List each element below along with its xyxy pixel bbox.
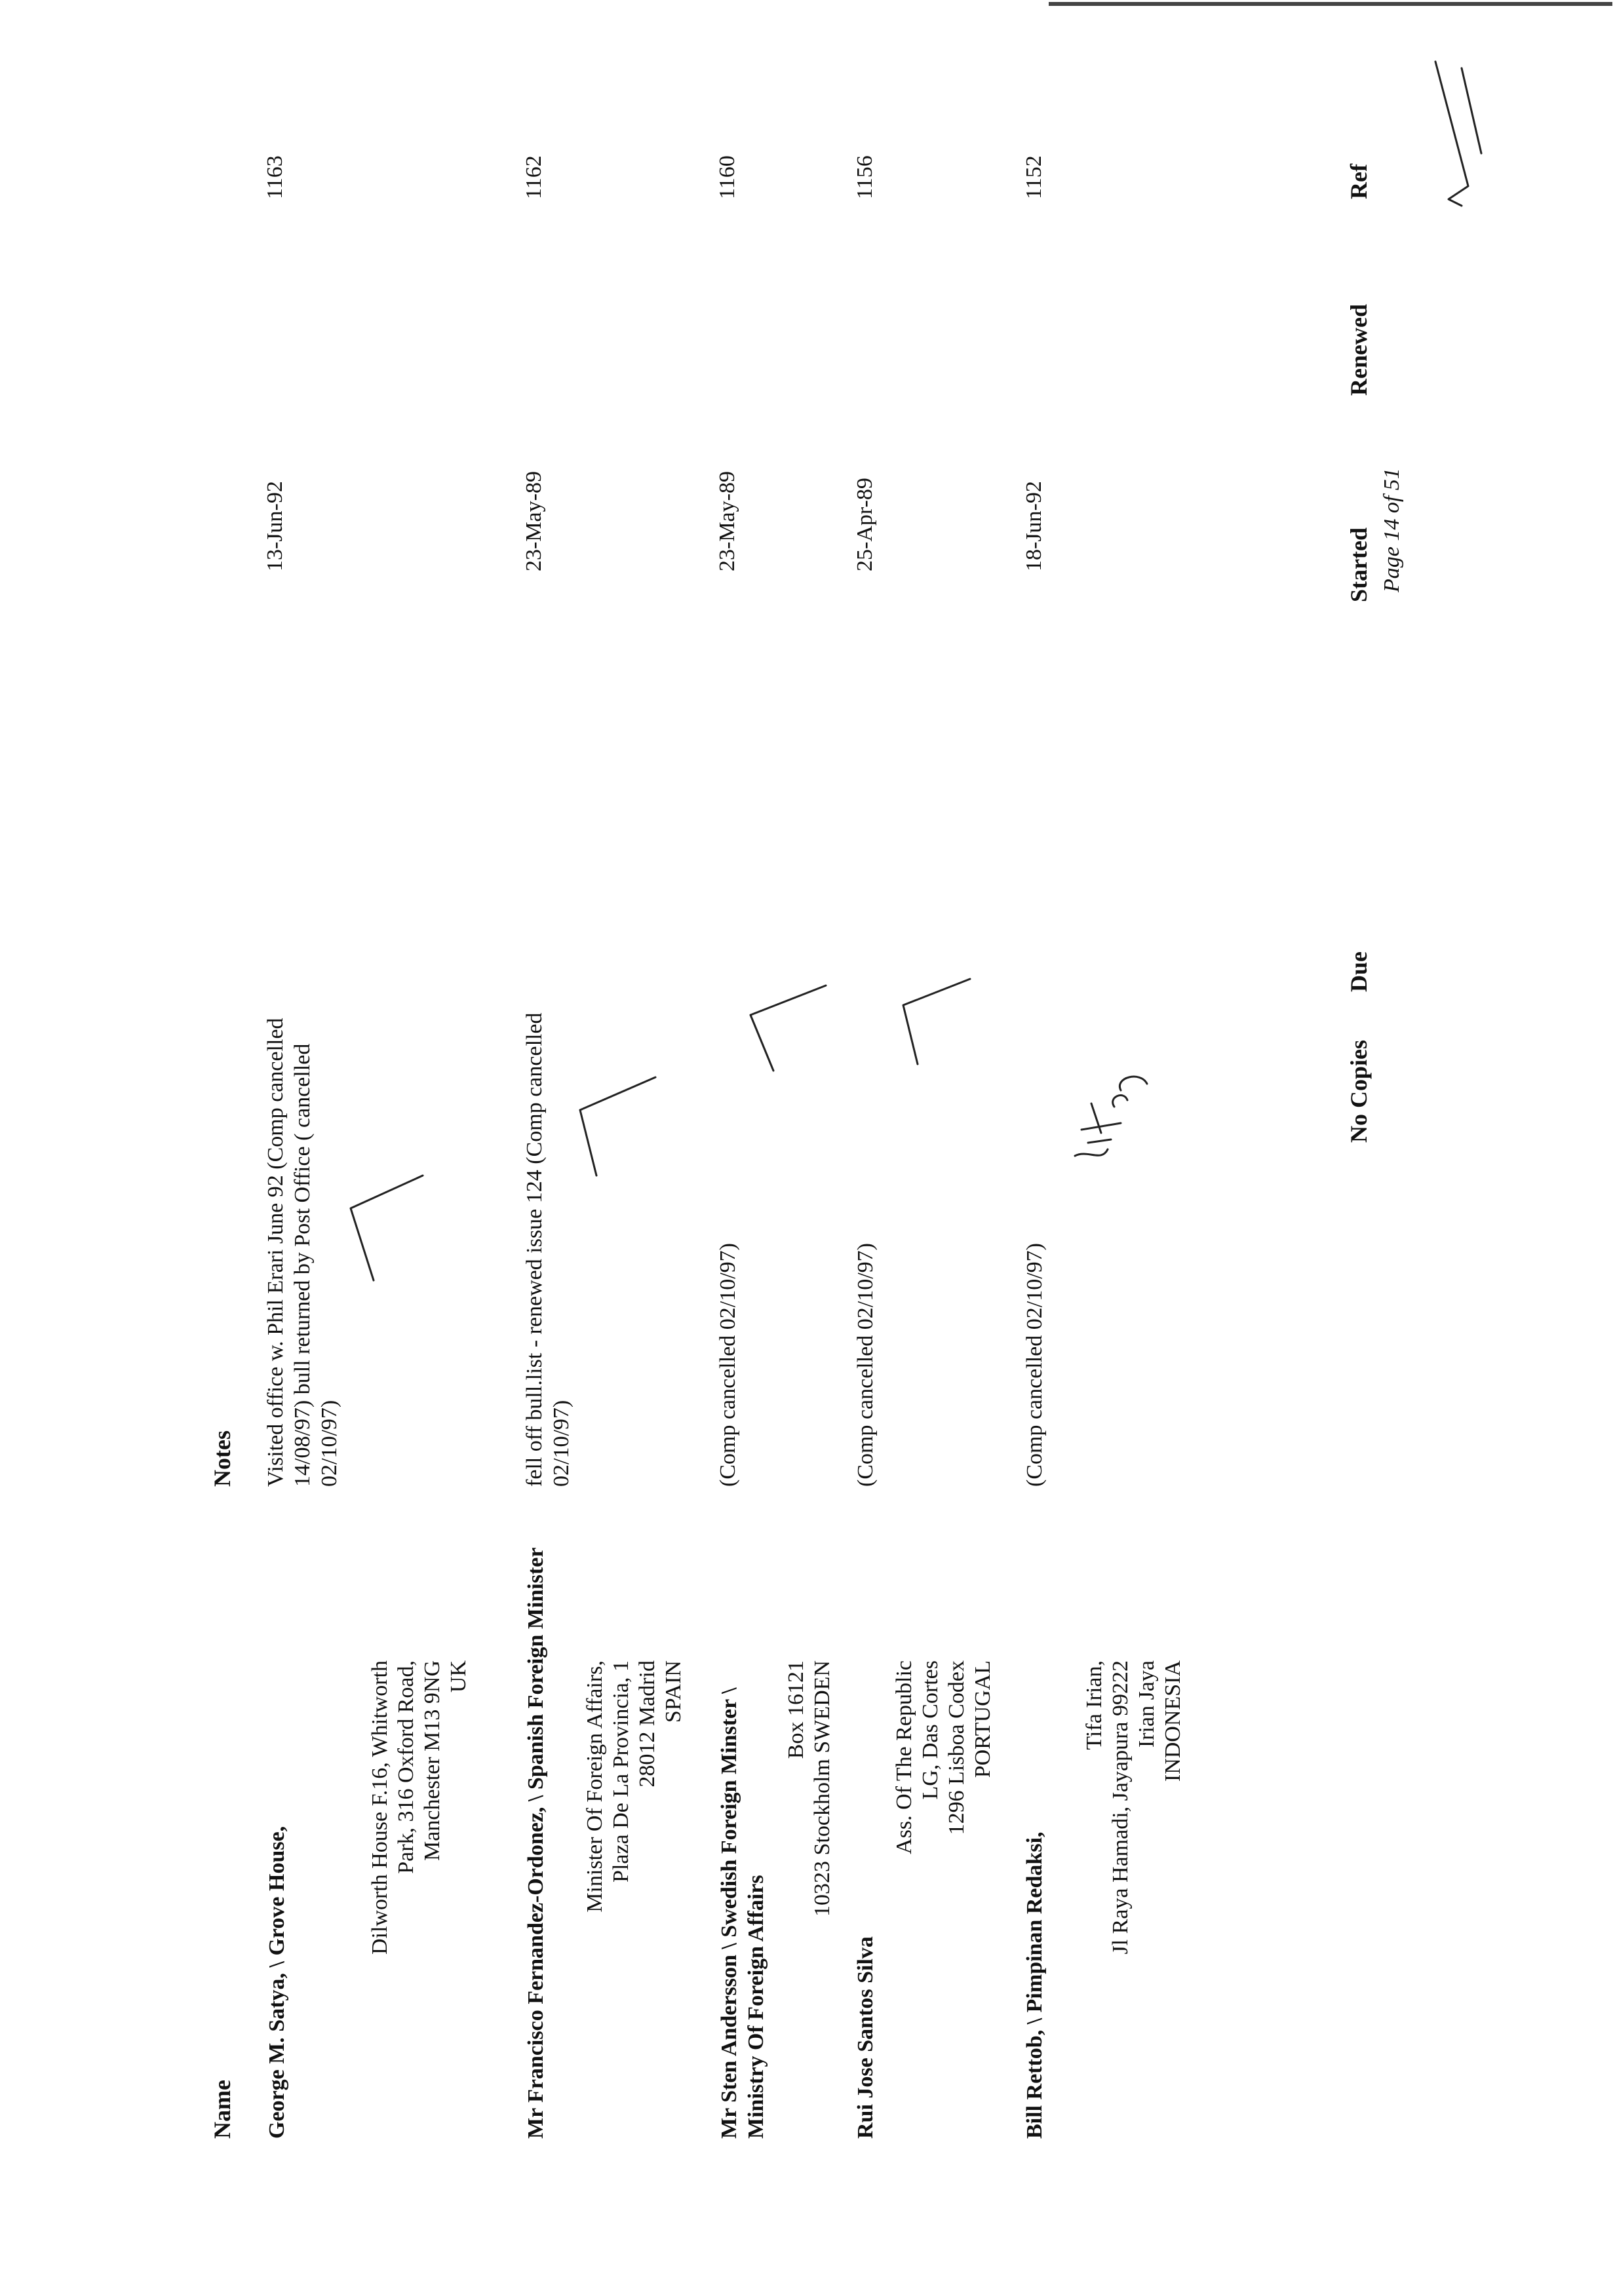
check-mark-icon [747, 979, 832, 1077]
record-name: Bill Rettob, \ Pimpinan Redaksi, [1022, 1831, 1047, 2139]
record-started: 13-Jun-92 [263, 481, 287, 571]
record-name: Mr Sten Andersson \ Swedish Foreign Minster \ Ministry Of Foreign Affairs [717, 1687, 768, 2139]
check-mark-icon [898, 972, 977, 1071]
record-notes: (Comp cancelled 02/10/97) [716, 1242, 740, 1487]
header-renewed: Renewed [1346, 304, 1372, 396]
check-mark-icon [577, 1071, 662, 1182]
record-address: Box 16121 10323 Stockholm SWEDEN [784, 1660, 834, 1917]
signature-icon [1062, 1064, 1160, 1169]
header-due: Due [1346, 951, 1372, 992]
record-ref: 1162 [522, 155, 546, 199]
record-ref: 1156 [853, 155, 877, 199]
record-ref: 1160 [715, 155, 739, 199]
check-mark-icon [347, 1169, 426, 1287]
record-notes: (Comp cancelled 02/10/97) [853, 1242, 878, 1487]
record-address: Tifa Irian, Jl Raya Hamadi, Jayapura 99222 Irian Jaya INDONESIA [1082, 1660, 1185, 1955]
record-started: 25-Apr-89 [853, 478, 877, 571]
record-started: 18-Jun-92 [1022, 481, 1046, 571]
header-no-copies: No Copies [1346, 1039, 1372, 1143]
check-mark-icon [1422, 48, 1508, 212]
header-name: Name [209, 2080, 235, 2139]
header-ref: Ref [1346, 164, 1372, 199]
header-notes: Notes [209, 1430, 235, 1487]
record-address: Dilworth House F.16, Whitworth Park, 316 Oxford Road, Manchester M13 9NG UK [368, 1660, 471, 1955]
page-number: Page 14 of 51 [1380, 468, 1404, 592]
scan-edge [1049, 2, 1612, 6]
record-address: Ass. Of The Republic LG, Das Cortes 1296 Lisboa Codex PORTUGAL [892, 1660, 995, 1854]
record-address: Minister Of Foreign Affairs, Plaza De La Provincia, 1 28012 Madrid SPAIN [583, 1660, 686, 1913]
record-name: George M. Satya, \ Grove House, [265, 1826, 289, 2139]
record-notes: fell off bull.list - renewed issue 124 (Comp cancelled 02/10/97) [522, 1012, 574, 1487]
header-started: Started [1346, 527, 1372, 602]
record-ref: 1152 [1022, 155, 1046, 199]
record-ref: 1163 [263, 155, 287, 199]
record-notes: (Comp cancelled 02/10/97) [1022, 1242, 1047, 1487]
record-started: 23-May-89 [522, 471, 546, 571]
record-name: Rui Jose Santos Silva [853, 1936, 878, 2139]
record-started: 23-May-89 [715, 471, 739, 571]
record-name: Mr Francisco Fernandez-Ordonez, \ Spanish Foreign Minister [524, 1547, 548, 2139]
record-notes: Visited office w. Phil Erari June 92 (Comp cancelled 14/08/97) bull returned by Post Office ( cancelled 02/10/97) [263, 1018, 341, 1487]
